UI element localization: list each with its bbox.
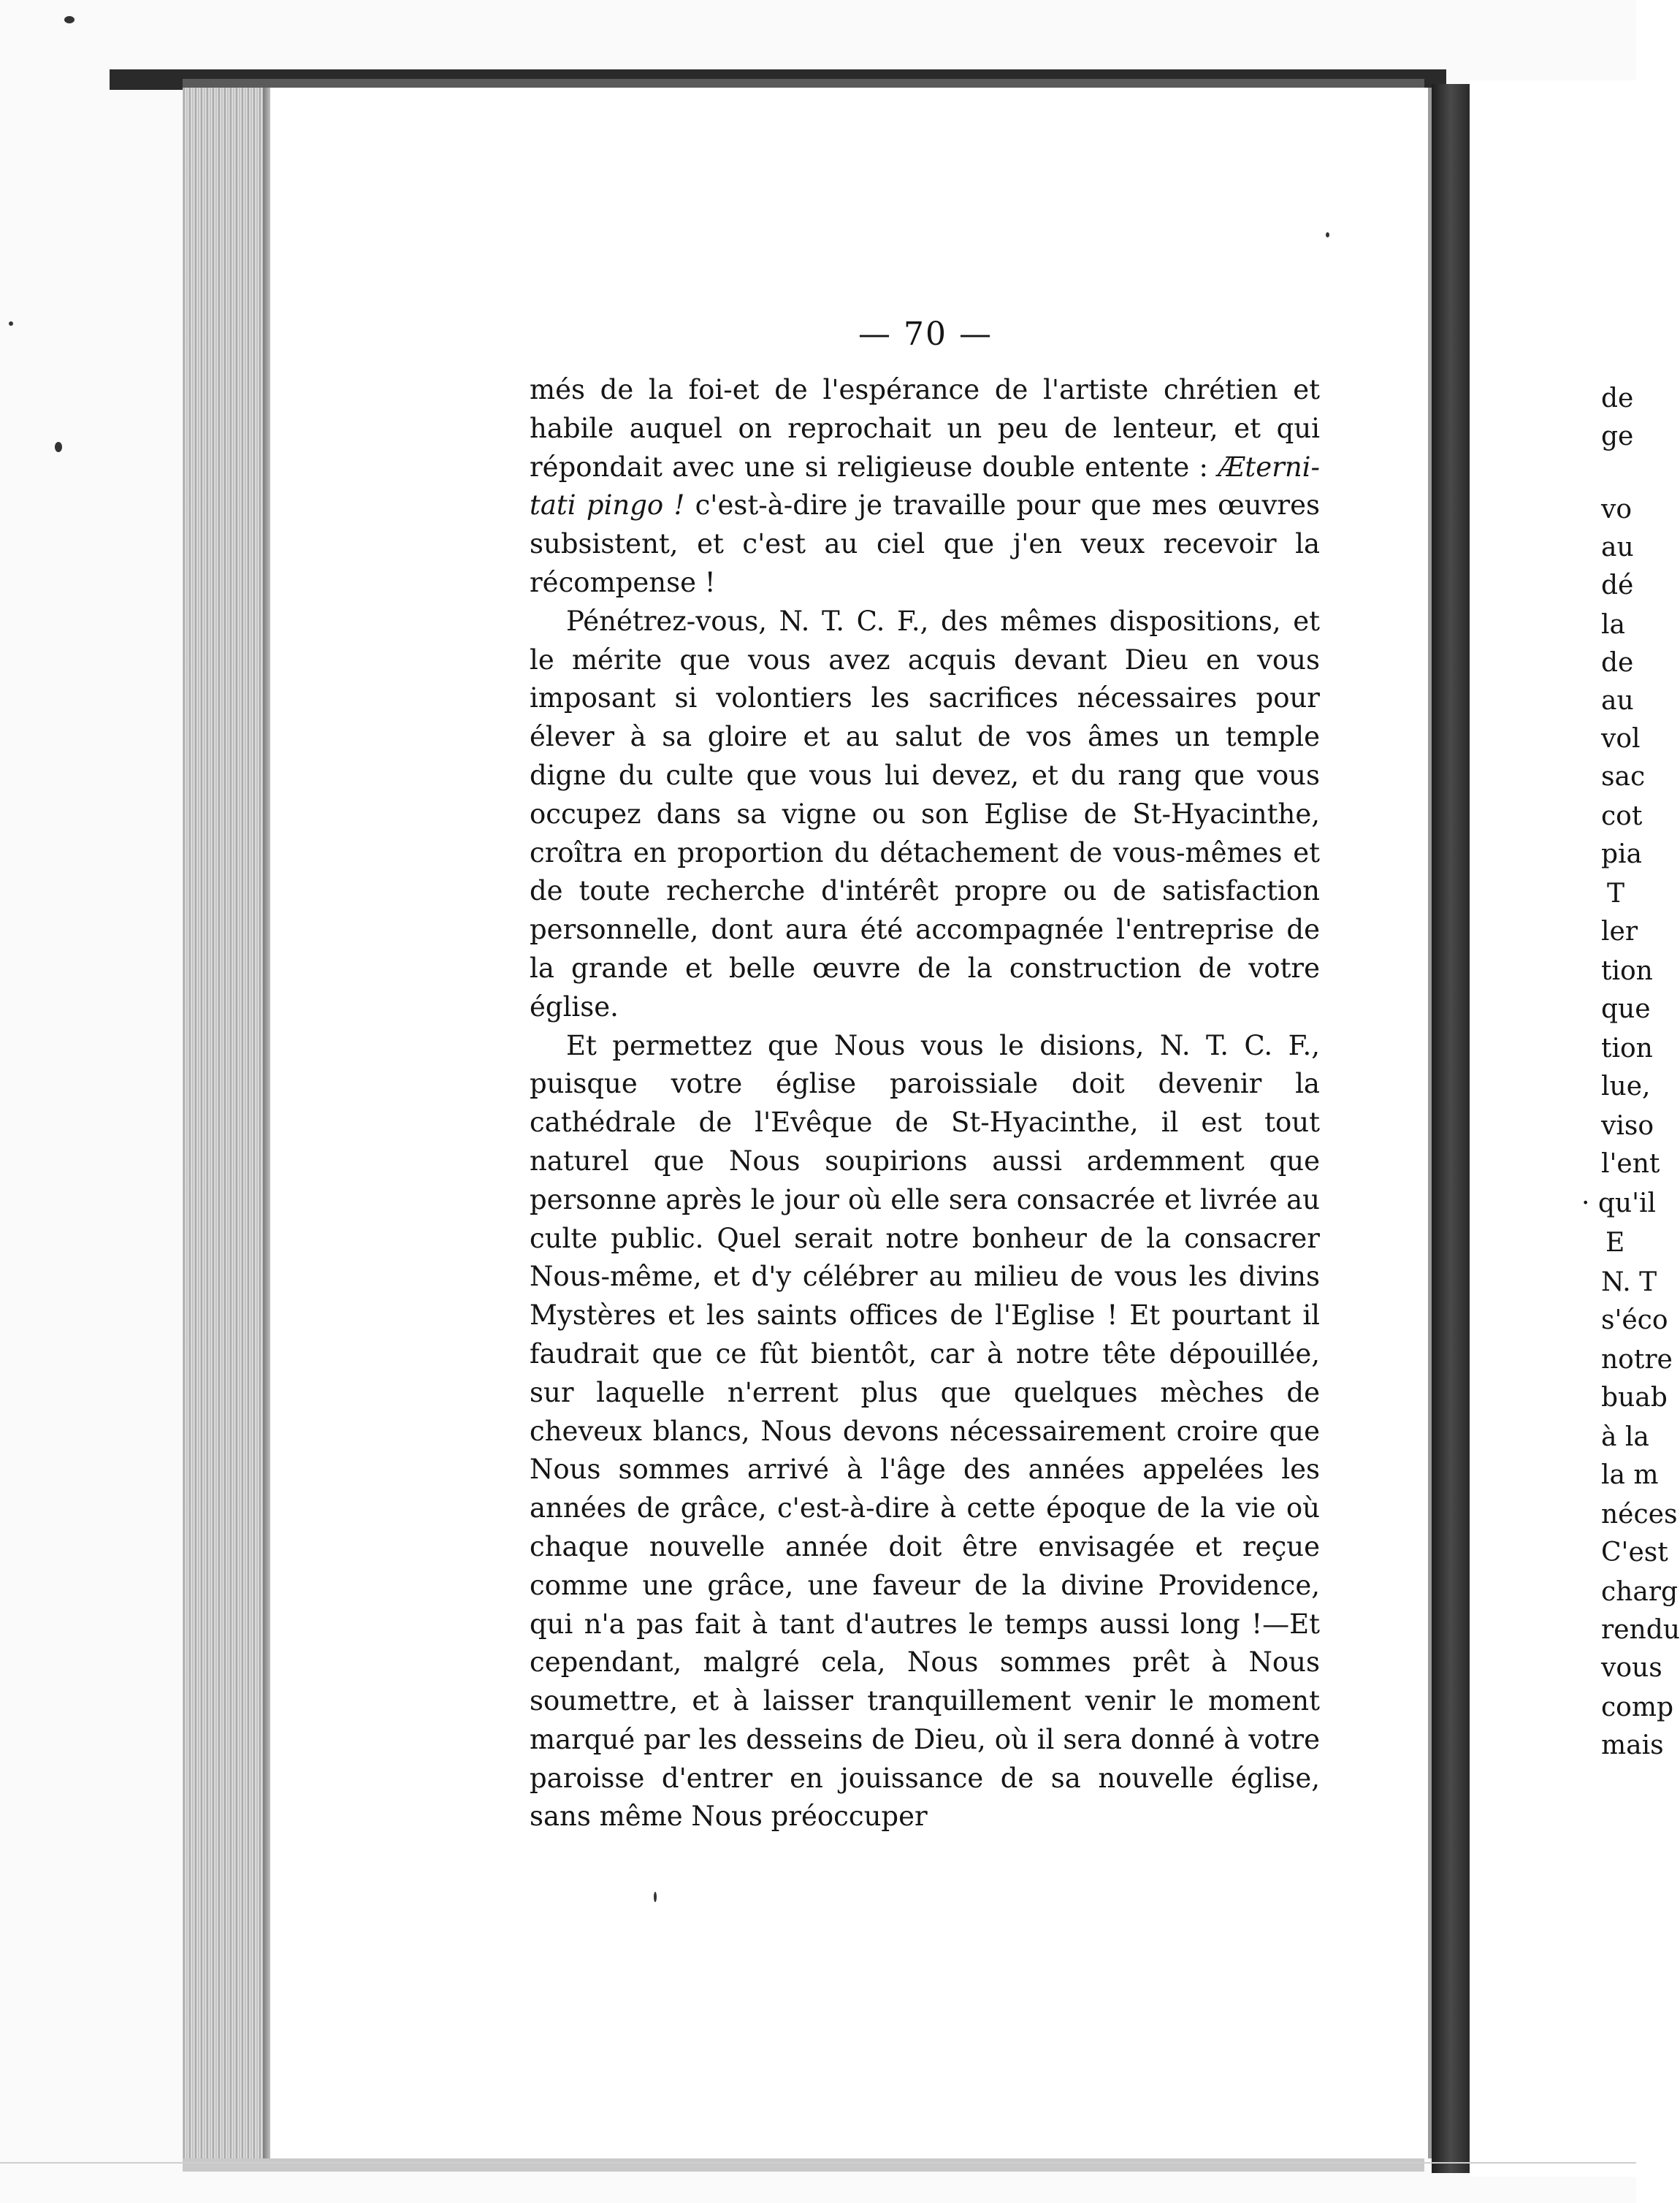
facing-page-fragment: comp (1601, 1692, 1674, 1722)
paragraph-3: Et permettez que Nous vous le disions, N. T. C. F., puisque votre église paroissiale doit devenir la cathédrale de l'Evêque de St-Hyacinthe, il est tout naturel que Nous soupirions aussi ardemment que personne après le jour où elle sera consacrée et livrée au culte public. Quel serait notre bonheur de la consacrer Nous-même, et d'y célébrer au milieu de vous les divins Mystères et les saints offices de l'Eglise ! Et pourtant il faudrait que ce fût bientôt, car à notre tête dépouillée, sur laquelle n'errent plus que quelques mèches de cheveux blancs, Nous devons nécessairement croire que Nous sommes arrivé à l'âge des années appelées les années de grâce, c'est-à-dire à cette époque de la vie où chaque nouvelle année doit être envisagée et reçue comme une grâce, une faveur de la divine Providence, qui n'a pas fait à tant d'autres le temps aussi long !—Et cependant, malgré cela, Nous sommes prêt à Nous soumettre, et à laisser tranquillement venir le moment marqué par les desseins de Dieu, où il sera donné à votre paroisse d'entrer en jouissance de sa nouvelle église, sans même Nous préoccuper (530, 1029, 1320, 1833)
scan-speck (654, 1892, 657, 1902)
facing-page-fragment: que (1601, 994, 1651, 1024)
scan-speck (55, 442, 62, 452)
facing-page-fragment: dé (1601, 570, 1634, 600)
facing-page-fragment: rendu (1601, 1615, 1680, 1645)
paragraph-2: Pénétrez-vous, N. T. C. F., des mêmes dispositions, et le mérite que vous avez acquis devant Dieu en vous imposant si volontiers les sacrifices nécessaires pour élever à sa gloire et au salut de vos âmes un temple digne du culte que vous lui devez, et du rang que vous occupez dans sa vigne ou son Eglise de St-Hyacinthe, croîtra en proportion du détachement de vous-mêmes et de toute recherche d'intérêt propre ou de satisfaction personnelle, dont aura été accompagnée l'entreprise de la grande et belle œuvre de la construction de votre église. (530, 605, 1320, 1023)
facing-page-fragment: sac (1601, 762, 1646, 792)
facing-page-fragment: lue, (1601, 1072, 1651, 1102)
facing-page-fragment: l'ent (1601, 1149, 1660, 1179)
facing-page-fragment: vous (1601, 1653, 1662, 1683)
facing-page-fragment: s'éco (1601, 1305, 1668, 1335)
facing-page-fragment: charg (1601, 1577, 1679, 1607)
facing-page-fragment: à la (1601, 1422, 1649, 1452)
facing-page-fragment: mais (1601, 1730, 1664, 1760)
latin-phrase: Æternitati pingo ! (530, 451, 1320, 522)
facing-page-fragment: de (1601, 648, 1634, 678)
facing-page-fragment: N. T (1601, 1267, 1657, 1297)
facing-page-fragment: E (1605, 1228, 1625, 1258)
book-gutter (1432, 84, 1470, 2173)
facing-page-fragment: la m (1601, 1460, 1659, 1490)
facing-page-fragment: vol (1601, 724, 1641, 754)
facing-page-fragment: ler (1601, 917, 1638, 947)
paragraph-1 (530, 371, 1320, 603)
paragraph-1-lead: més de la foi-et de l'espérance de l'artiste chrétien et habile auquel on reprochait un peu de lenteur, et qui répondait avec une si religieuse double entente : (530, 374, 1320, 483)
page-number: — 70 — (858, 316, 993, 353)
scan-speck (1326, 232, 1329, 237)
facing-page-fragment: viso (1601, 1111, 1654, 1141)
page-body (530, 371, 1320, 1836)
facing-page-fragment: pia (1601, 839, 1643, 869)
facing-page-fragment: notre (1601, 1345, 1673, 1375)
facing-page-fragment: T (1607, 879, 1625, 909)
facing-page-fragment: néces (1601, 1500, 1678, 1530)
facing-page-fragment: ge (1601, 421, 1634, 451)
facing-page-fragment: au (1601, 686, 1634, 716)
facing-page-fragment: tion (1601, 956, 1653, 986)
page-stack-edge (183, 88, 269, 2166)
facing-page-fragment: de (1601, 383, 1634, 413)
facing-page-fragment: C'est (1601, 1538, 1668, 1568)
facing-page-fragment: buab (1601, 1383, 1668, 1413)
scan-speck (64, 16, 75, 23)
book-bottom-edge (183, 2158, 1424, 2172)
facing-page-fragment: vo (1601, 495, 1633, 524)
scan-speck (9, 321, 13, 326)
facing-page-fragment: la (1601, 610, 1625, 640)
facing-page-fragment: · qu'il (1581, 1188, 1657, 1218)
paragraph-1-tail: c'est-à-dire je travaille pour que mes œuvres subsistent, et c'est au ciel que j'en veux recevoir la récompense ! (530, 489, 1320, 598)
facing-page-fragment: cot (1601, 801, 1643, 831)
scan-bottom-rule (0, 2162, 1636, 2164)
facing-page-fragment: tion (1601, 1034, 1653, 1064)
facing-page-fragment: au (1601, 532, 1634, 562)
